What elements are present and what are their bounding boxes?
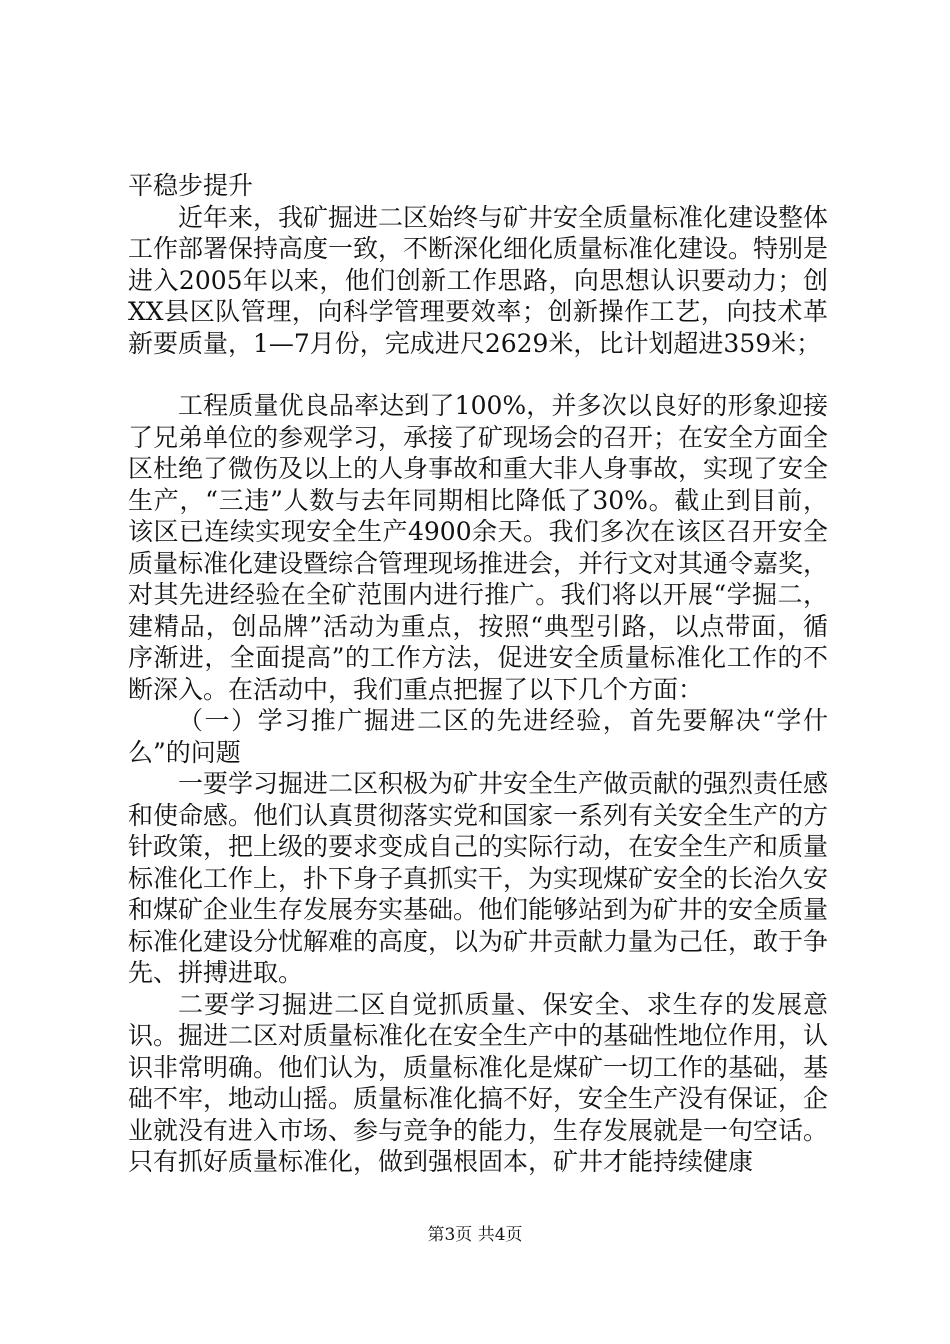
- paragraph-3: 一要学习掘进二区积极为矿井安全生产做贡献的强烈责任感和使命感。他们认真贯彻落实党和国家一系列有关安全生产的方针政策，把上级的要求变成自己的实际行动，在安全生产和质量标准化工作上，扑下身子真抓实干，为实现煤矿安全的长治久安和煤矿企业生存发展夯实基础。他们能够站到为矿井的安全质量标准化建设分忧解难的高度，以为矿井贡献力量为己任，敢于争先、拼搏进取。: [128, 769, 829, 987]
- document-body: [128, 170, 828, 1178]
- paragraph-2: 工程质量优良品率达到了100%，并多次以良好的形象迎接了兄弟单位的参观学习，承接了矿现场会的召开；在安全方面全区杜绝了微伤及以上的人身事故和重大非人身事故，实现了安全生产，“三违”人数与去年同期相比降低了30%。截止到目前，该区已连续实现安全生产4900余天。我们多次在该区召开安全质量标准化建设暨综合管理现场推进会，并行文对其通令嘉奖，对其先进经验在全矿范围内进行推广。我们将以开展“学掘二，建精品，创品牌”活动为重点，按照“典型引路，以点带面，循序渐进，全面提高”的工作方法，促进安全质量标准化工作的不断深入。在活动中，我们重点把握了以下几个方面：: [128, 391, 829, 704]
- page-footer: 第3页 共4页: [427, 1225, 523, 1245]
- heading-fragment: 平稳步提升: [128, 171, 254, 200]
- paragraph-1: 近年来，我矿掘进二区始终与矿井安全质量标准化建设整体工作部署保持高度一致，不断深化细化质量标准化建设。特别是进入2005年以来，他们创新工作思路，向思想认识要动力；创XX县区队管理，向科学管理要效率；创新操作工艺，向技术革新要质量，1—7月份，完成进尺2629米，比计划超进359米；: [128, 202, 829, 358]
- section-heading: （一）学习推广掘进二区的先进经验，首先要解决“学什么”的问题: [128, 706, 828, 767]
- paragraph-gap: [128, 359, 828, 390]
- paragraph-4: 二要学习掘进二区自觉抓质量、保安全、求生存的发展意识。掘进二区对质量标准化在安全生产中的基础性地位作用，认识非常明确。他们认为，质量标准化是煤矿一切工作的基础，基础不牢，地动山摇。质量标准化搞不好，安全生产没有保证，企业就没有进入市场、参与竞争的能力，生存发展就是一句空话。只有抓好质量标准化，做到强根固本，矿井才能持续健康: [128, 989, 829, 1176]
